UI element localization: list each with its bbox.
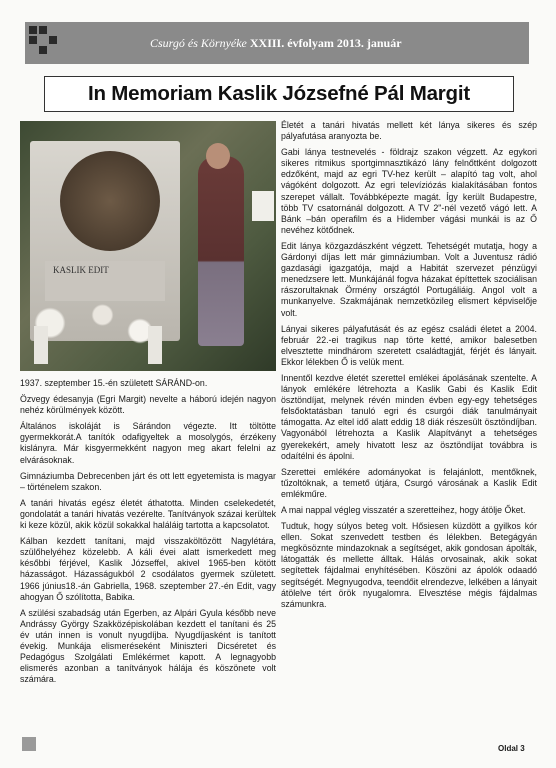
paragraph: Gimnáziumba Debrecenben járt és ott lett egyetemista is magyar – történelem szakon. [20,470,276,492]
plaque-text: KASLIK EDIT [53,265,109,275]
magazine-logo [25,22,65,64]
paragraph: Tudtuk, hogy súlyos beteg volt. Hősiesen küzdött a gyilkos kór ellen. Sokat szenvedett testben és lélekben. Betegágyán megkösöznte mindazoknak a segítséget, akik gondosan ápolták, látogatták és mellette álltak. Hálás orvosainak, akik sokat segítettek fájdalmai enyhítésében. Köszöni az ápolók odaadó segítségét. Megnyugodva, teendőit elrendezve, lelkében a lányait átölelve tért örök nyugalomra. Elvesztése mégis fájdalmas számunkra. [281,521,537,609]
paragraph: Életét a tanári hivatás mellett két lánya sikeres és szép pályafutása aranyozta be. [281,120,537,142]
page-number: Oldal 3 [498,744,525,753]
left-column [20,378,276,690]
paragraph: Lányai sikeres pályafutását és az egész családi életet a 2004. február 22.-ei tragikus nap törte ketté, amikor balesetben elvesztette mindhárom szeretett családtagját, férjét és lányait. Ekkor lélekben Ő is velük ment. [281,323,537,367]
footer-square [22,737,36,751]
paragraph: Özvegy édesanyja (Egri Margit) nevelte a háború idején nagyon nehéz körülmények között. [20,394,276,416]
paragraph: A tanári hivatás egész életét áthatotta. Minden cselekedetét, gondolatát a tanári hivatás vezérelte. Tanítványok százai kerültek ki keze közül, akik közül sokakkal haláláig tartotta a kapcsolatot. [20,497,276,531]
header-text [150,36,402,51]
paragraph: Gabi lánya testnevelés - földrajz szakon végzett. Az egykori sikeres ritmikus sportgimnasztikázó lány felnőttként dolgozott edzőként, majd az egri TV-hez került – alapító tag volt, ahol vágóként dolgozott. Az egri televíziózás kialakításában fontos szerepet vállalt. Továbbképezte magát. Így került Budapestre, több TV csatornánál dolgozott. A TV 2"-nél vezető vágó lett. A Bánk –bán operafilm és a Hidember vágási munkái is az Ő nevéhez kötődnek. [281,147,537,235]
woman-head [206,143,230,169]
paragraph: 1937. szeptember 15.-én született SÁRÁND-on. [20,378,208,388]
flower-pot [34,326,48,364]
issue-info: XXIII. évfolyam 2013. január [249,36,402,50]
paragraph: Kálban kezdett tanítani, majd visszaköltözött Nagylétára, szülőhelyéhez közelebb. A káli évei alatt ismerkedett meg későbbi férjével, Kaslik Józseffel, akivel 1965-ben kötött házasságot. Házasságukból 2 csodálatos gyermek született. 1966 június18.-án Gabriella, 1968. szeptember 27.-én Edit, vagy ahogyan Ő szólította, Babika. [20,536,276,602]
article-title-box [44,76,514,112]
flower-pot [148,326,162,364]
paragraph: A mai nappal végleg visszatér a szeretteihez, hogy átölje Őket. [281,505,526,515]
paragraph: Szerettei emlékére adományokat is felajánlott, mentőknek, tűzoltóknak, a temető útjára, Csurgó városának a Kaslik Edit emlékműre. [281,466,537,499]
magazine-name: Csurgó és Környéke [150,36,247,50]
paper-sheet [252,191,274,221]
paragraph: Általános iskoláját is Sárándon végezte. Itt töltötte gyermekkorát.A tanítók odafigyeltek a mosolygós, érzékeny kislányra. Már kisgyermekként nagyon meg akart felelni az elvárásoknak. [20,421,276,465]
paragraph: Innentől kezdve életét szeretteI emlékei ápolásának szentelte. A lányok emlékére létrehozta a Kaslik Gabi és Kaslik Edit ösztöndíjat, melynek révén minden évben egy-egy tehetséges felsőoktatásban tanuló egri és csurgói diák tanulmányait támogatta. Az eltel idő alatt eddig 18 diák részesült ösztöndíjban. Vagyonából létrehozta a Kaslik Alapítványt a tehetséges gyerekekért, amely hivatott lesz az ösztöndíjat továbbra is odaítélni és ápolni. [281,372,537,461]
woman-figure [198,156,244,346]
article-title: In Memoriam Kaslik Józsefné Pál Margit [87,82,471,105]
memorial-photo [20,121,276,371]
relief-medallion [60,151,160,251]
paragraph: Edit lánya közgazdászként végzett. Tehetségét mutatja, hogy a Gárdonyi díjas lett már gimnáziumban. Volt a Juventusz rádió gazdasági igazgatója, majd a Habitát szervezet pénzügyi menedzsere lett. Munkájánál fogva házakat építtettek szociálisan rászorultaknak Örmény országtól Portugáliáig. Angol volt a munkanyelve. Szakmájának nemzetközileg elismert képviselője volt. [281,240,537,318]
right-column [281,120,537,615]
paragraph: A szülési szabadság után Egerben, az Alpári Gyula később neve Andrássy György Szakközépiskolában kezdett el tanítani és 25 év után innen is vonult nyugdíjba. Nyugdíjasként is tanított évekig. Munkája elismeréseként Miniszteri Dicséretet és Pedagógus Szolgálati Emlékérmet kapott. A legnagyobb elismerés azonban a tanítványok hálája és köszönete volt számára. [20,607,276,685]
